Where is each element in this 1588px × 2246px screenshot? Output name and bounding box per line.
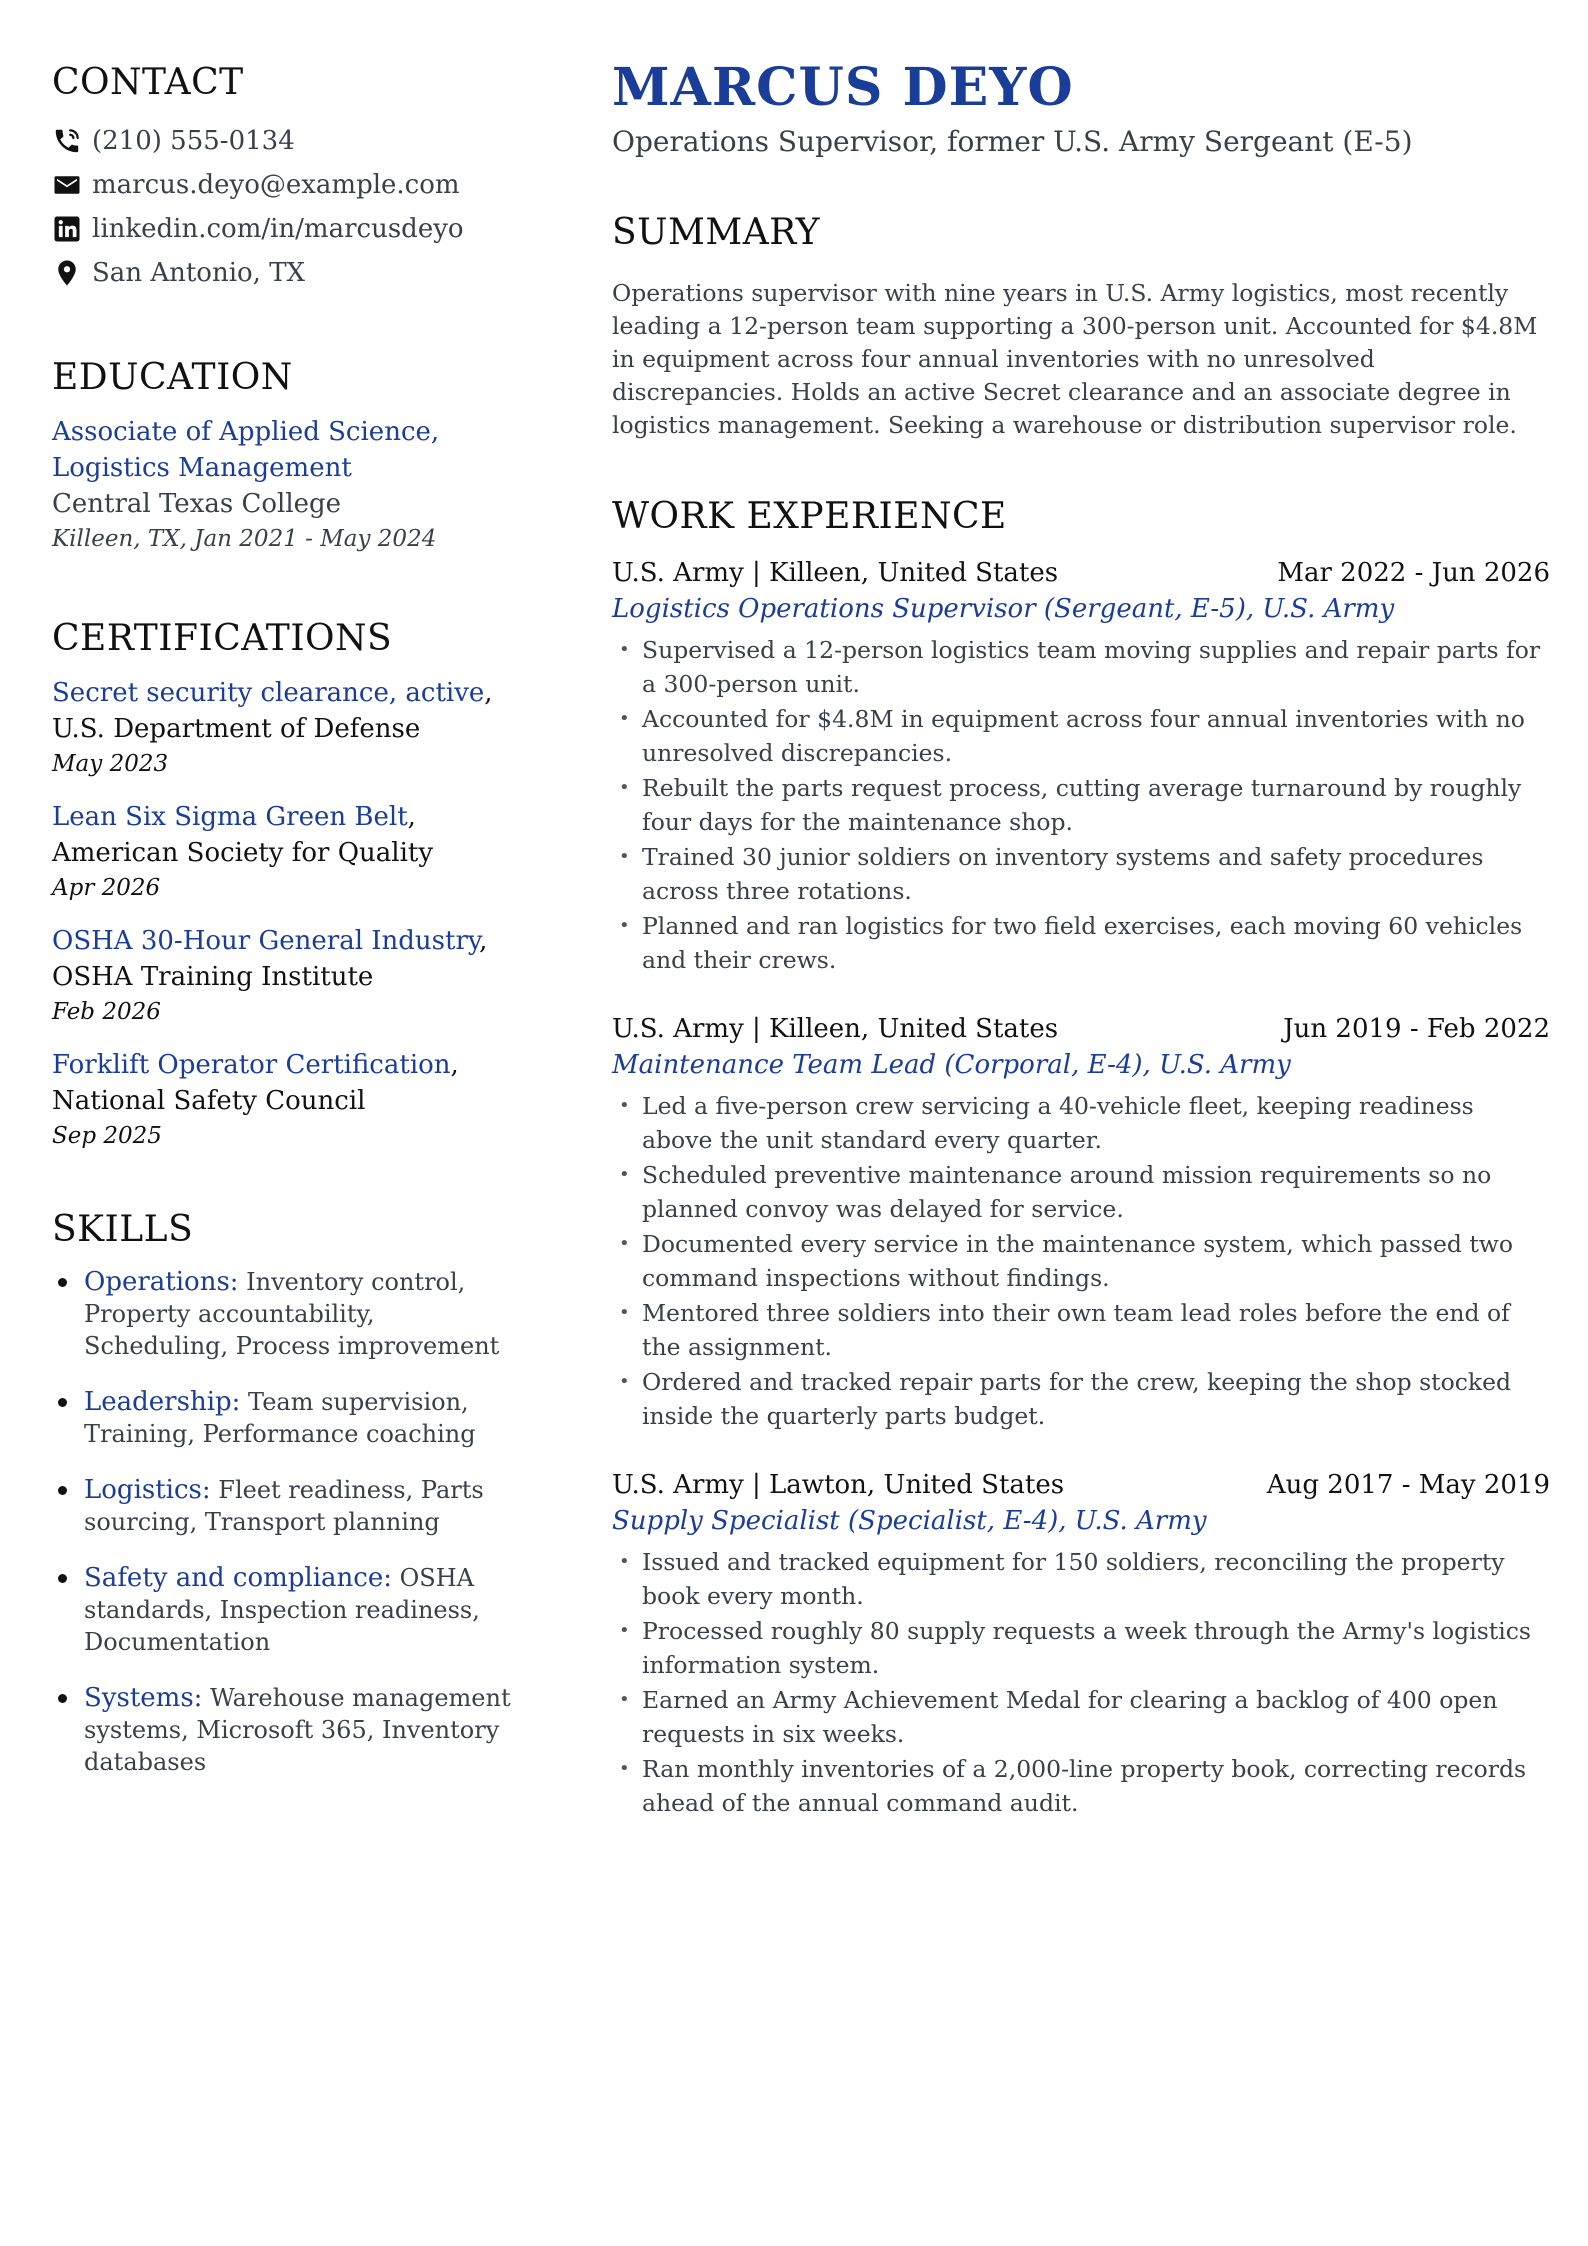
cert-name: OSHA 30-Hour General Industry: [52, 926, 480, 956]
cert-date: Sep 2025: [52, 1123, 162, 1149]
skill-name: Operations:: [84, 1267, 239, 1297]
job-entry: [612, 555, 1550, 977]
contact-location: [52, 251, 522, 295]
skill-name: Leadership:: [84, 1387, 241, 1417]
contact-email: [52, 163, 522, 207]
job-bullet: • Accounted for $4.8M in equipment across four annual inventories with no unresolved discrepancies.: [612, 702, 1550, 770]
candidate-name: MARCUS DEYO: [612, 57, 1074, 118]
job-header: [612, 555, 1550, 591]
phone-icon: [52, 126, 82, 156]
skill-detail: Team supervision, Training, Performance coaching: [84, 1388, 476, 1448]
education-school: Central Texas College: [52, 489, 342, 519]
skill-name: Logistics:: [84, 1475, 211, 1505]
job-bullet: • Ordered and tracked repair parts for the crew, keeping the shop stocked inside the quarterly parts budget.: [612, 1365, 1550, 1433]
job-bullet: • Trained 30 junior soldiers on inventory systems and safety procedures across three rotations.: [612, 840, 1550, 908]
cert-name: Lean Six Sigma Green Belt: [52, 802, 408, 832]
job-org: U.S. Army | Killeen, United States: [612, 558, 1059, 588]
job-entry: [612, 1011, 1550, 1433]
job-dates: Mar 2022 - Jun 2026: [1277, 558, 1550, 588]
job-header: [612, 1467, 1550, 1503]
job-dates: Aug 2017 - May 2019: [1266, 1470, 1550, 1500]
cert-line: [52, 675, 522, 747]
job-bullet: • Planned and ran logistics for two field exercises, each moving 60 vehicles and their crews.: [612, 909, 1550, 977]
skill-item: [52, 1682, 522, 1778]
job-bullets: [612, 633, 1550, 977]
skill-detail: Warehouse management systems, Microsoft 365, Inventory databases: [84, 1684, 511, 1776]
cert-item: [52, 923, 522, 1029]
job-role: Supply Specialist (Specialist, E-4), U.S. Army: [612, 1506, 1207, 1536]
candidate-subtitle: Operations Supervisor, former U.S. Army Sergeant (E-5): [612, 125, 1413, 158]
skill-item: [52, 1266, 522, 1362]
contact-section: [52, 62, 522, 295]
job-org: U.S. Army | Killeen, United States: [612, 1014, 1059, 1044]
email-text[interactable]: marcus.deyo@example.com: [92, 170, 460, 200]
job-bullet: • Ran monthly inventories of a 2,000-line property book, correcting records ahead of the annual command audit.: [612, 1752, 1550, 1820]
job-org: U.S. Army | Lawton, United States: [612, 1470, 1065, 1500]
skill-item: [52, 1562, 522, 1658]
job-bullet: • Processed roughly 80 supply requests a week through the Army's logistics information system.: [612, 1614, 1550, 1682]
job-bullets: [612, 1089, 1550, 1433]
linkedin-icon: [52, 214, 82, 244]
certifications-section: [52, 618, 522, 1153]
cert-item: [52, 675, 522, 781]
skill-item: [52, 1474, 522, 1538]
skills-heading: SKILLS: [52, 1209, 194, 1250]
cert-issuer: , American Society for Quality: [52, 802, 434, 868]
cert-name: Forklift Operator Certification: [52, 1050, 451, 1080]
job-bullet: • Mentored three soldiers into their own team lead roles before the end of the assignment.: [612, 1296, 1550, 1364]
skill-item: [52, 1386, 522, 1450]
cert-date: May 2023: [52, 751, 169, 777]
education-heading: EDUCATION: [52, 357, 293, 398]
job-bullet: • Issued and tracked equipment for 150 soldiers, reconciling the property book every month.: [612, 1545, 1550, 1613]
cert-item: [52, 799, 522, 905]
job-bullet: • Led a five-person crew servicing a 40-vehicle fleet, keeping readiness above the unit standard every quarter.: [612, 1089, 1550, 1157]
skill-detail: OSHA standards, Inspection readiness, Documentation: [84, 1564, 480, 1656]
summary-text: Operations supervisor with nine years in U.S. Army logistics, most recently leading a 12-person team supporting a 300-person unit. Accounted for $4.8M in equipment across four annual inventories with no unresolved discrepancies. Holds an active Secret clearance and an associate degree in logistics management. Seeking a warehouse or distribution supervisor role.: [612, 279, 1538, 439]
job-dates: Jun 2019 - Feb 2022: [1283, 1014, 1550, 1044]
skill-name: Systems:: [84, 1683, 203, 1713]
linkedin-text[interactable]: linkedin.com/in/marcusdeyo: [92, 214, 464, 244]
cert-line: [52, 799, 522, 871]
job-bullet: • Rebuilt the parts request process, cutting average turnaround by roughly four days for the maintenance shop.: [612, 771, 1550, 839]
job-bullets: [612, 1545, 1550, 1820]
cert-name: Secret security clearance, active: [52, 678, 485, 708]
work-heading: WORK EXPERIENCE: [612, 496, 1007, 537]
contact-heading: CONTACT: [52, 62, 244, 103]
job-bullet: • Supervised a 12-person logistics team moving supplies and repair parts for a 300-person unit.: [612, 633, 1550, 701]
cert-line: [52, 923, 522, 995]
skill-detail: Fleet readiness, Parts sourcing, Transport planning: [84, 1476, 484, 1536]
skills-section: [52, 1209, 522, 1778]
education-meta: Killeen, TX, Jan 2021 - May 2024: [52, 526, 437, 552]
skill-detail: Inventory control, Property accountability, Scheduling, Process improvement: [84, 1268, 500, 1360]
job-role: Logistics Operations Supervisor (Sergeant, E-5), U.S. Army: [612, 594, 1395, 624]
skills-list: [52, 1266, 522, 1778]
cert-date: Apr 2026: [52, 875, 161, 901]
left-column: [52, 62, 522, 1802]
job-entry: [612, 1467, 1550, 1820]
certifications-heading: CERTIFICATIONS: [52, 618, 393, 659]
cert-line: [52, 1047, 522, 1119]
right-column: [612, 58, 1550, 1821]
location-text: San Antonio, TX: [92, 258, 306, 288]
job-header: [612, 1011, 1550, 1047]
skill-name: Safety and compliance:: [84, 1563, 392, 1593]
job-role: Maintenance Team Lead (Corporal, E-4), U.S. Army: [612, 1050, 1291, 1080]
education-degree: Associate of Applied Science, Logistics Management: [52, 417, 440, 483]
cert-issuer: , National Safety Council: [52, 1050, 459, 1116]
job-bullet: • Earned an Army Achievement Medal for clearing a backlog of 400 open requests in six weeks.: [612, 1683, 1550, 1751]
contact-linkedin: [52, 207, 522, 251]
phone-text: (210) 555-0134: [92, 126, 295, 156]
summary-heading: SUMMARY: [612, 212, 820, 253]
map-pin-icon: [52, 258, 82, 288]
education-section: [52, 357, 522, 556]
mail-icon: [52, 170, 82, 200]
cert-date: Feb 2026: [52, 999, 161, 1025]
contact-phone: [52, 119, 522, 163]
cert-item: [52, 1047, 522, 1153]
job-bullet: • Scheduled preventive maintenance around mission requirements so no planned convoy was delayed for service.: [612, 1158, 1550, 1226]
cert-issuer: , OSHA Training Institute: [52, 926, 488, 992]
cert-issuer: , U.S. Department of Defense: [52, 678, 493, 744]
job-bullet: • Documented every service in the maintenance system, which passed two command inspections without findings.: [612, 1227, 1550, 1295]
